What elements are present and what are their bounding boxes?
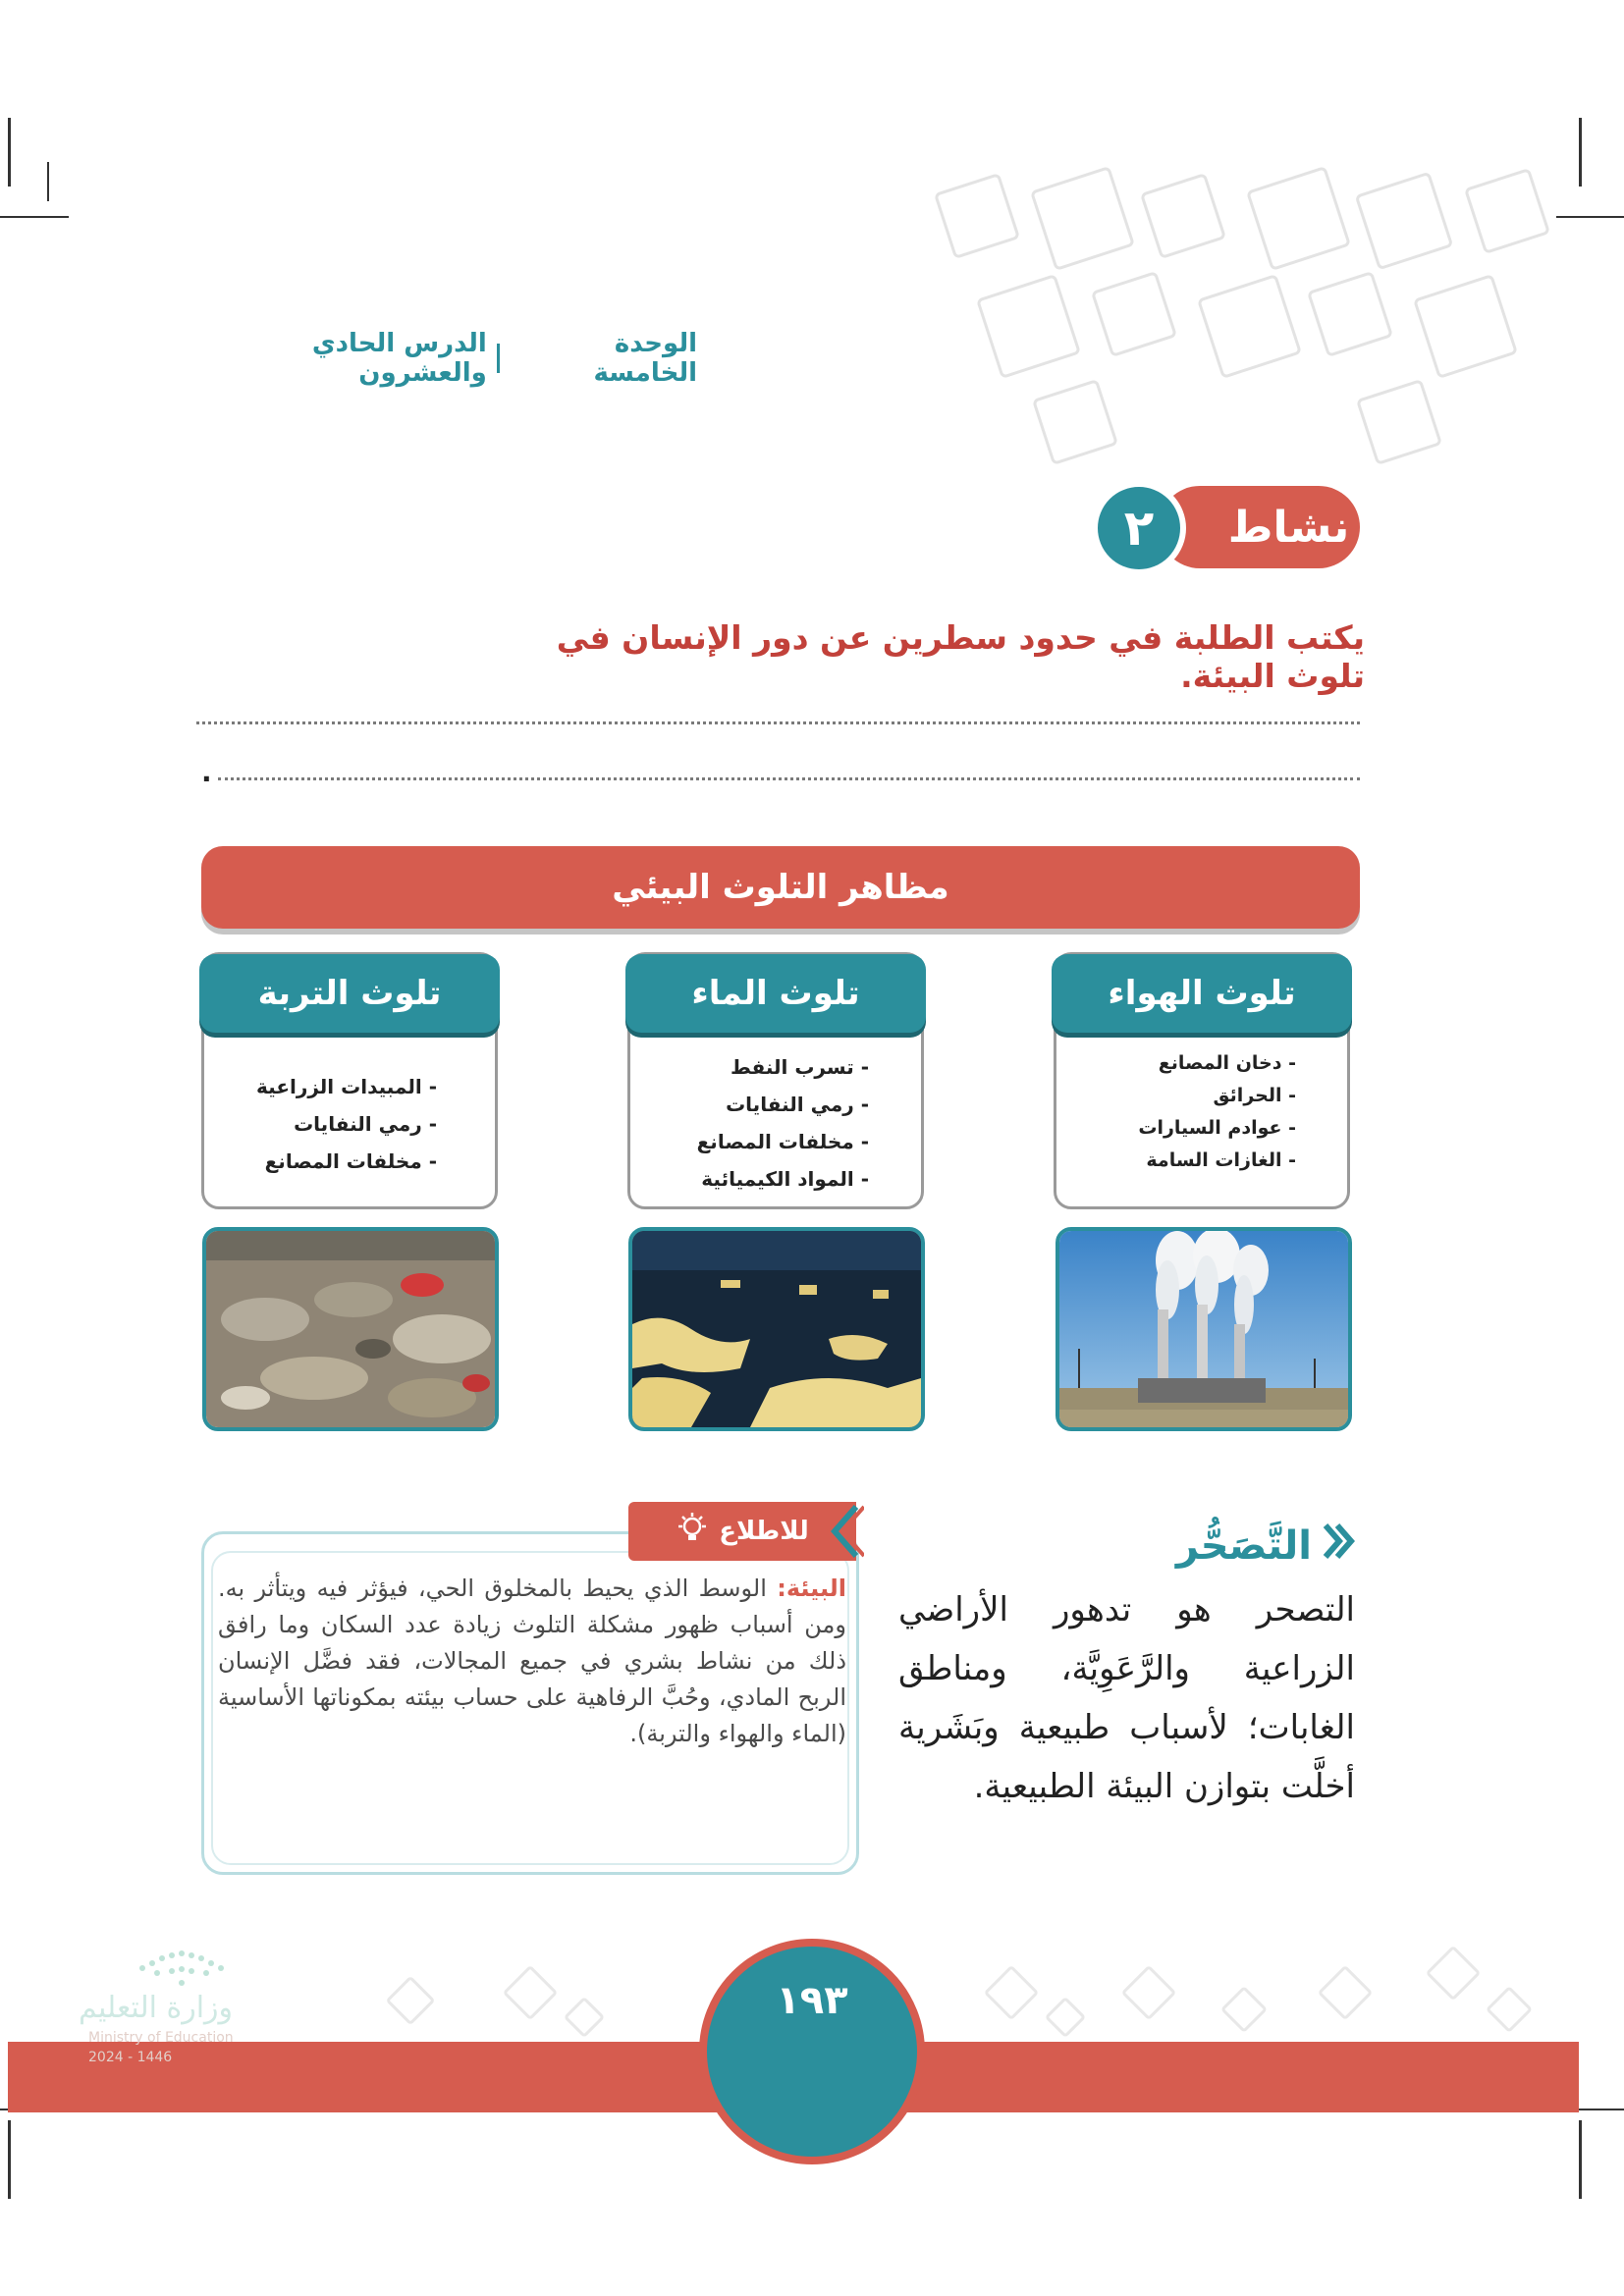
list-item: - دخان المصانع <box>1129 1047 1296 1080</box>
header-separator <box>497 344 500 373</box>
crop-mark <box>1556 216 1624 218</box>
page-number: ١٩٣ <box>699 1939 925 2164</box>
ministry-logo-mark <box>128 1944 236 1993</box>
activity-instruction: يكتب الطلبة في حدود سطرين عن دور الإنسان في تلوث البيئة. <box>556 618 1365 695</box>
pollution-title-bar <box>201 846 1360 929</box>
list-item: - رمي النفايات <box>687 1086 869 1123</box>
list-item: - مخلفات المصانع <box>687 1123 869 1160</box>
chevron-double-right-icon <box>1322 1522 1355 1571</box>
info-term: البيئة: <box>777 1575 846 1602</box>
list-item: - تسرب النفط <box>687 1048 869 1086</box>
activity-number: ٢ <box>1092 481 1186 575</box>
info-badge-label: للاطلاع <box>719 1517 809 1546</box>
ministry-logo <box>59 1944 304 2091</box>
list-item: - الحرائق <box>1129 1080 1296 1112</box>
water-pollution-heading <box>625 954 926 1033</box>
activity-badge <box>1159 486 1360 568</box>
garbage-illustration <box>206 1231 495 1427</box>
list-item: - المبيدات الزراعية <box>250 1068 437 1105</box>
oil-spill-photo <box>628 1227 925 1431</box>
answer-line-1[interactable] <box>196 721 1360 724</box>
info-text: الوسط الذي يحيط بالمخلوق الحي، فيؤثر فيه ويتأثر به. ومن أسباب ظهور مشكلة التلوث زيادة عدد السكان وما رافق ذلك من نشاط بشري في جميع المجالات، فقد فضَّل الإنسان الربح المادي، وحُبَّ الرفاهية على حساب بيئته بمكوناتها الأساسية (الماء والهواء والتربة). <box>218 1575 846 1747</box>
soil-pollution-list <box>250 1068 437 1180</box>
unit-title: الوحدة الخامسة <box>593 329 697 388</box>
factory-smoke-photo <box>1056 1227 1352 1431</box>
air-pollution-list <box>1129 1047 1296 1177</box>
answer-line-2[interactable] <box>218 777 1360 780</box>
answer-line-end: . <box>201 756 212 788</box>
oil-spill-illustration <box>632 1231 921 1427</box>
pollution-title: مظاهر التلوث البيئي <box>612 868 949 907</box>
list-item: - رمي النفايات <box>250 1105 437 1143</box>
crop-mark <box>8 118 11 187</box>
info-content <box>218 1571 846 1860</box>
crop-mark <box>8 2120 11 2199</box>
unit-lesson-header <box>187 329 697 388</box>
activity-label: نشاط <box>1227 502 1350 553</box>
lightbulb-icon <box>676 1512 709 1552</box>
desertification-title: التَّصَحُّر <box>1175 1523 1312 1569</box>
list-item: - المواد الكيميائية <box>687 1160 869 1198</box>
list-item: - الغازات السامة <box>1129 1145 1296 1177</box>
ministry-name: وزارة التعليم <box>79 1991 234 2025</box>
crop-mark <box>1579 118 1582 187</box>
air-pollution-heading <box>1052 954 1352 1033</box>
crop-mark <box>47 162 49 201</box>
soil-pollution-heading <box>199 954 500 1033</box>
factory-smoke-illustration <box>1059 1231 1348 1427</box>
ministry-name-en: Ministry of Education <box>88 2030 234 2046</box>
desertification-text: التصحر هو تدهور الأراضي الزراعية والرَّعَوِيَّة، ومناطق الغابات؛ لأسباب طبيعية وبَشَرية أخلَّت بتوازن البيئة الطبيعية. <box>898 1590 1355 1806</box>
info-badge <box>628 1502 856 1561</box>
soil-pollution-title: تلوث التربة <box>257 974 442 1013</box>
chevron-double-icon <box>825 1502 864 1561</box>
crop-mark <box>0 216 69 218</box>
lesson-title: الدرس الحادي والعشرون <box>311 329 487 388</box>
edition-year: 2024 - 1446 <box>88 2050 173 2065</box>
water-pollution-list <box>687 1048 869 1198</box>
list-item: - مخلفات المصانع <box>250 1143 437 1180</box>
water-pollution-title: تلوث الماء <box>691 974 860 1013</box>
crop-mark <box>1579 2120 1582 2199</box>
desertification-heading <box>1175 1517 1355 1575</box>
garbage-photo <box>202 1227 499 1431</box>
air-pollution-title: تلوث الهواء <box>1108 974 1296 1013</box>
list-item: - عوادم السيارات <box>1129 1112 1296 1145</box>
